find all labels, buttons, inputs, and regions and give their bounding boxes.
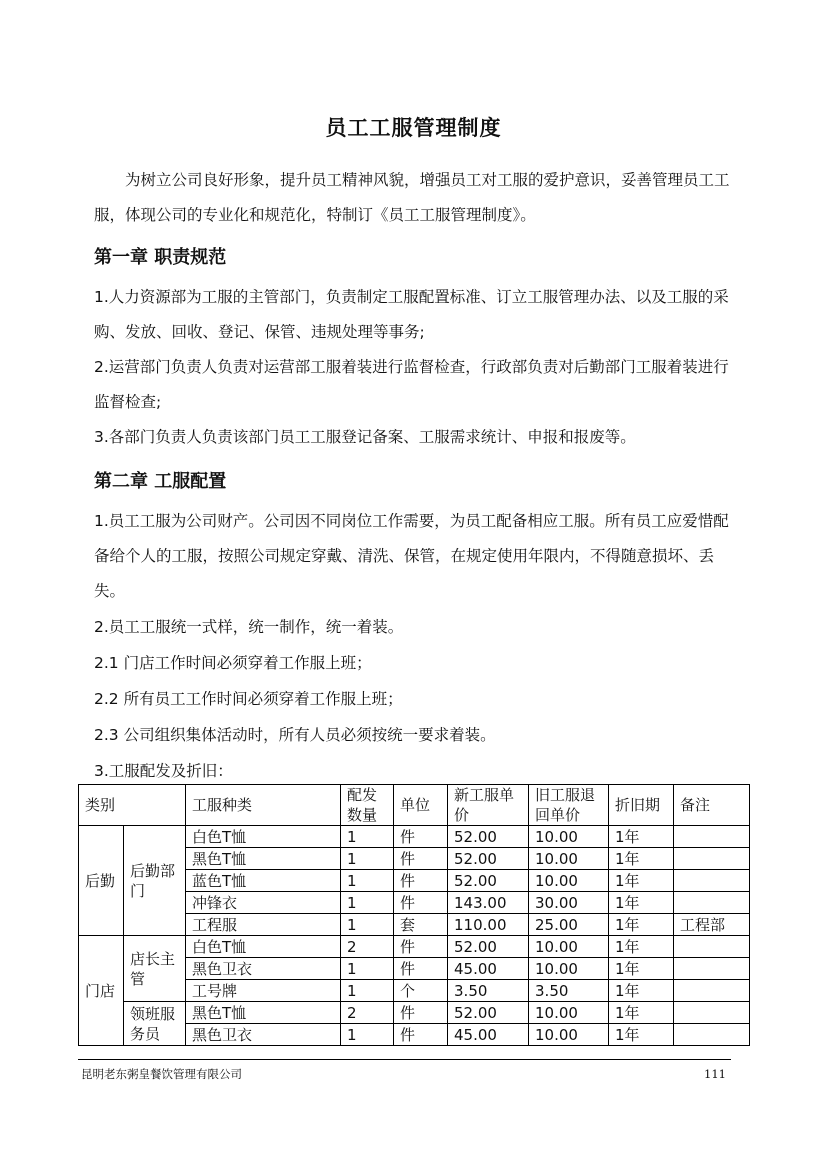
cell-item: 白色T恤 [186,826,341,848]
cell-period: 1年 [609,958,674,980]
cell-qty: 1 [341,848,394,870]
cell-item: 黑色T恤 [186,1002,341,1024]
cell-qty: 2 [341,936,394,958]
header-category: 类别 [79,785,186,826]
chapter2-item-2: 2.员工工服统一式样，统一制作，统一着装。 [94,618,404,636]
cell-unit: 件 [394,958,448,980]
cell-new-price: 52.00 [448,870,529,892]
cell-period: 1年 [609,892,674,914]
cell-note [674,892,750,914]
cell-return-price: 10.00 [529,936,609,958]
cell-item: 冲锋衣 [186,892,341,914]
cell-unit: 件 [394,1024,448,1046]
cell-item: 黑色卫衣 [186,1024,341,1046]
cell-qty: 1 [341,958,394,980]
cell-new-price: 52.00 [448,848,529,870]
cell-return-price: 10.00 [529,1002,609,1024]
header-unit: 单位 [394,785,448,826]
group-store: 门店 [79,936,124,1046]
cell-period: 1年 [609,936,674,958]
cell-note [674,1024,750,1046]
group-shift-lead: 领班服务员 [124,1002,186,1046]
chapter2-item-3: 3.工服配发及折旧： [94,762,233,780]
cell-new-price: 143.00 [448,892,529,914]
chapter2-item-2-3: 2.3 公司组织集体活动时，所有人员必须按统一要求着装。 [94,726,496,744]
chapter2-heading: 第二章 工服配置 [94,471,227,492]
table-row [79,1002,750,1024]
intro-paragraph: 为树立公司良好形象，提升员工精神风貌，增强员工对工服的爱护意识，妥善管理员工工服，体现公司的专业化和规范化，特制订《员工工服管理制度》。 [94,171,730,224]
header-note: 备注 [674,785,750,826]
cell-note [674,826,750,848]
cell-unit: 件 [394,848,448,870]
page-number: 111 [704,1067,726,1081]
cell-period: 1年 [609,914,674,936]
cell-return-price: 25.00 [529,914,609,936]
cell-note [674,848,750,870]
cell-return-price: 30.00 [529,892,609,914]
cell-period: 1年 [609,980,674,1002]
cell-period: 1年 [609,826,674,848]
cell-qty: 1 [341,1024,394,1046]
header-period: 折旧期 [609,785,674,826]
chapter1-item-2: 2.运营部门负责人负责对运营部工服着装进行监督检查，行政部负责对后勤部门工服着装进行监督检查; [94,358,729,411]
cell-return-price: 10.00 [529,826,609,848]
cell-qty: 1 [341,892,394,914]
cell-unit: 件 [394,892,448,914]
cell-period: 1年 [609,848,674,870]
cell-qty: 1 [341,870,394,892]
cell-new-price: 52.00 [448,826,529,848]
cell-unit: 件 [394,826,448,848]
chapter1-heading: 第一章 职责规范 [94,247,227,268]
cell-unit: 个 [394,980,448,1002]
cell-new-price: 45.00 [448,958,529,980]
group-back-office: 后勤 [79,826,124,936]
table-header-row [79,785,750,826]
group-store-manager: 店长主管 [124,936,186,1002]
cell-unit: 件 [394,1002,448,1024]
cell-item: 黑色T恤 [186,848,341,870]
chapter2-item-2-2: 2.2 所有员工工作时间必须穿着工作服上班； [94,690,403,708]
cell-item: 工号牌 [186,980,341,1002]
cell-qty: 1 [341,914,394,936]
cell-item: 黑色卫衣 [186,958,341,980]
table-row [79,936,750,958]
cell-note [674,870,750,892]
cell-note [674,936,750,958]
chapter2-item-2-1: 2.1 门店工作时间必须穿着工作服上班； [94,654,372,672]
cell-new-price: 3.50 [448,980,529,1002]
cell-return-price: 10.00 [529,1024,609,1046]
cell-unit: 套 [394,914,448,936]
header-qty: 配发数量 [341,785,394,826]
cell-note: 工程部 [674,914,750,936]
cell-new-price: 52.00 [448,936,529,958]
cell-return-price: 3.50 [529,980,609,1002]
cell-new-price: 52.00 [448,1002,529,1024]
cell-item: 蓝色T恤 [186,870,341,892]
chapter1-item-3: 3.各部门负责人负责该部门员工工服登记备案、工服需求统计、申报和报废等。 [94,428,636,446]
cell-new-price: 45.00 [448,1024,529,1046]
cell-unit: 件 [394,870,448,892]
chapter2-item-1: 1.员工工服为公司财产。公司因不同岗位工作需要，为员工配备相应工服。所有员工应爱惜配备给个人的工服，按照公司规定穿戴、清洗、保管，在规定使用年限内，不得随意损坏、丢失。 [94,512,729,600]
table-row [79,826,750,848]
cell-return-price: 10.00 [529,958,609,980]
cell-qty: 1 [341,980,394,1002]
cell-return-price: 10.00 [529,870,609,892]
chapter1-item-1: 1.人力资源部为工服的主管部门，负责制定工服配置标准、订立工服管理办法、以及工服的采购、发放、回收、登记、保管、违规处理等事务; [94,288,729,341]
cell-item: 白色T恤 [186,936,341,958]
cell-period: 1年 [609,870,674,892]
header-return-price: 旧工服退回单价 [529,785,609,826]
cell-period: 1年 [609,1024,674,1046]
cell-note [674,980,750,1002]
cell-qty: 2 [341,1002,394,1024]
cell-return-price: 10.00 [529,848,609,870]
cell-item: 工程服 [186,914,341,936]
header-new-price: 新工服单价 [448,785,529,826]
group-back-office-dept: 后勤部门 [124,826,186,936]
cell-unit: 件 [394,936,448,958]
cell-note [674,1002,750,1024]
cell-period: 1年 [609,1002,674,1024]
cell-note [674,958,750,980]
footer-divider [78,1059,731,1060]
cell-new-price: 110.00 [448,914,529,936]
cell-qty: 1 [341,826,394,848]
header-item: 工服种类 [186,785,341,826]
uniform-allocation-table [78,784,750,1046]
footer-company: 昆明老东粥皇餐饮管理有限公司 [81,1067,242,1081]
page-title: 员工工服管理制度 [325,116,502,140]
